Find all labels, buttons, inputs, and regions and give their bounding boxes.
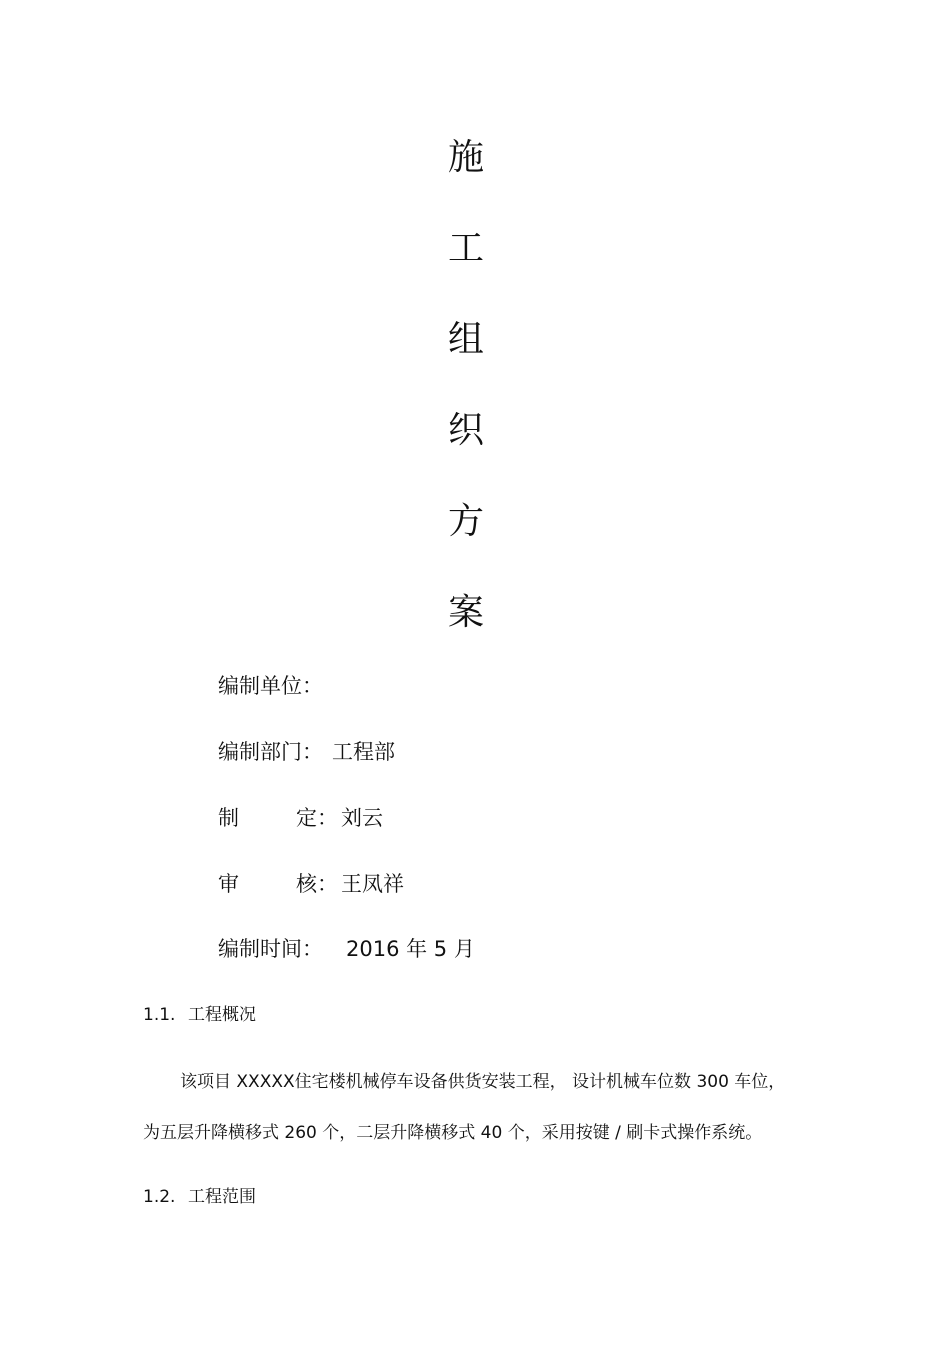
meta-reviewer-label-b: 核： [296, 872, 338, 896]
meta-maker-value: 刘云 [341, 806, 383, 830]
meta-dept-label: 编制部门： [218, 740, 323, 764]
meta-maker-label-a: 制 [218, 806, 239, 830]
title-char: 织 [447, 410, 484, 451]
title-char: 组 [447, 319, 484, 360]
meta-time-value: 2016 年 5 月 [346, 937, 475, 961]
section-number: 1.1. [143, 1005, 176, 1025]
section-title: 工程概况 [188, 1005, 256, 1025]
overview-line-1: 该项目 XXXXX住宅楼机械停车设备供货安装工程， 设计机械车位数 300 车位， [180, 1072, 786, 1092]
title-char: 方 [447, 501, 484, 542]
meta-maker-label-b: 定： [296, 806, 338, 830]
overview-line-2: 为五层升降横移式 260 个，二层升降横移式 40 个，采用按键 / 刷卡式操作系统。 [143, 1123, 763, 1143]
section-heading [143, 1185, 256, 1209]
meta-reviewer-label-a: 审 [218, 872, 239, 896]
meta-unit-row [218, 672, 323, 700]
title-char: 案 [447, 592, 484, 633]
meta-unit-label: 编制单位： [218, 674, 323, 698]
meta-time-row [218, 935, 475, 963]
title-char: 工 [447, 228, 484, 269]
title-char: 施 [447, 137, 484, 178]
meta-maker-row [218, 804, 383, 832]
section-heading [143, 1003, 256, 1027]
section-title: 工程范围 [188, 1187, 256, 1207]
meta-time-label: 编制时间： [218, 937, 323, 961]
meta-dept-row [218, 738, 395, 766]
meta-reviewer-value: 王凤祥 [341, 872, 404, 896]
meta-dept-value: 工程部 [332, 740, 395, 764]
section-number: 1.2. [143, 1187, 176, 1207]
meta-reviewer-row [218, 870, 404, 898]
